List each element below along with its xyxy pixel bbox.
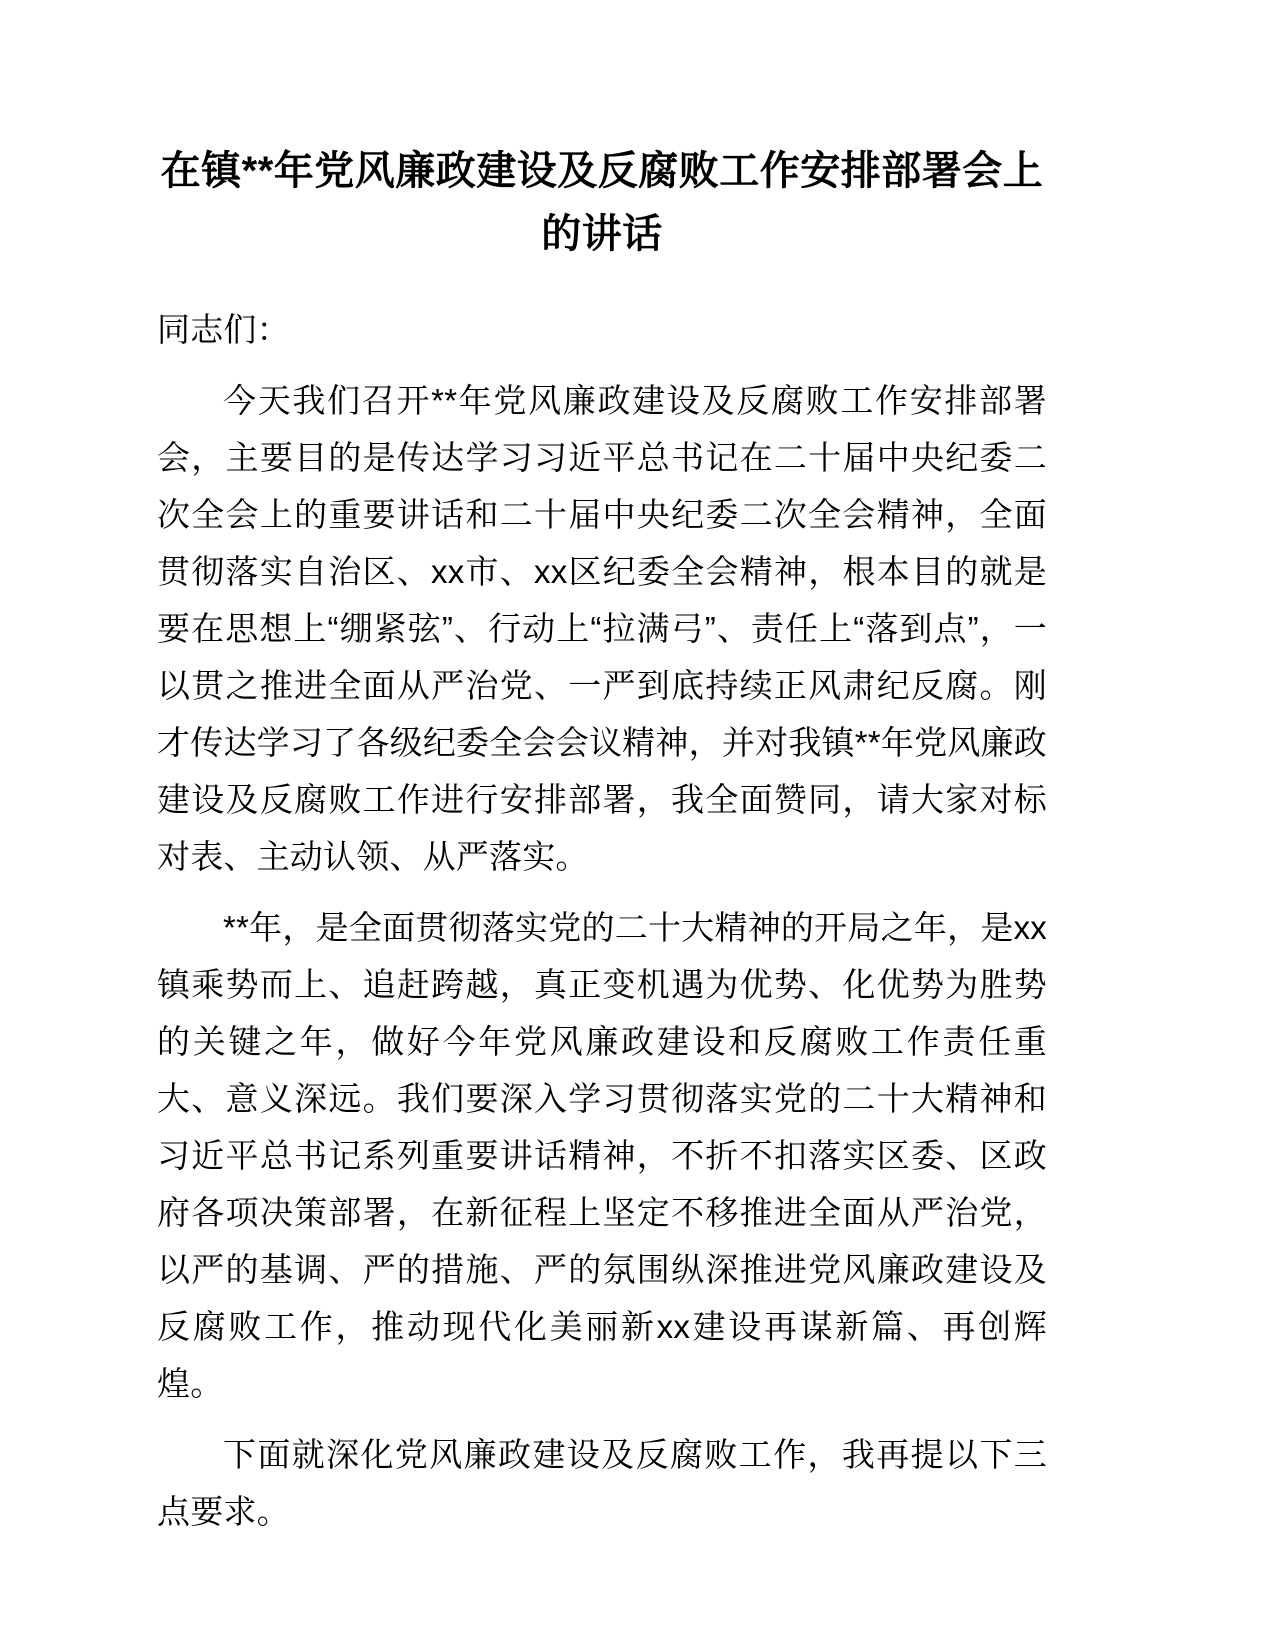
document-content — [157, 0, 1047, 1540]
body-paragraph-1: 今天我们召开**年党风廉政建设及反腐败工作安排部署会，主要目的是传达学习习近平总书记在二十届中央纪委二次全会上的重要讲话和二十届中央纪委二次全会精神，全面贯彻落实自治区、xx市、xx区纪委全会精神，根本目的就是要在思想上“绷紧弦”、行动上“拉满弓”、责任上“落到点”，一以贯之推进全面从严治党、一严到底持续正风肃纪反腐。刚才传达学习了各级纪委全会会议精神，并对我镇**年党风廉政建设及反腐败工作进行安排部署，我全面赞同，请大家对标对表、主动认领、从严落实。 — [157, 382, 1047, 875]
body-paragraph-3: 下面就深化党风廉政建设及反腐败工作，我再提以下三点要求。 — [157, 1436, 1047, 1530]
body-paragraph-2: **年，是全面贯彻落实党的二十大精神的开局之年，是xx镇乘势而上、追赶跨越，真正变机遇为优势、化优势为胜势的关键之年，做好今年党风廉政建设和反腐败工作责任重大、意义深远。我们要深入学习贯彻落实党的二十大精神和习近平总书记系列重要讲话精神，不折不扣落实区委、区政府各项决策部署，在新征程上坚定不移推进全面从严治党，以严的基调、严的措施、严的氛围纵深推进党风廉政建设及反腐败工作，推动现代化美丽新xx建设再谋新篇、再创辉煌。 — [157, 909, 1047, 1402]
salutation: 同志们： — [157, 311, 290, 348]
page-title: 在镇**年党风廉政建设及反腐败工作安排部署会上的讲话 — [160, 149, 1044, 256]
